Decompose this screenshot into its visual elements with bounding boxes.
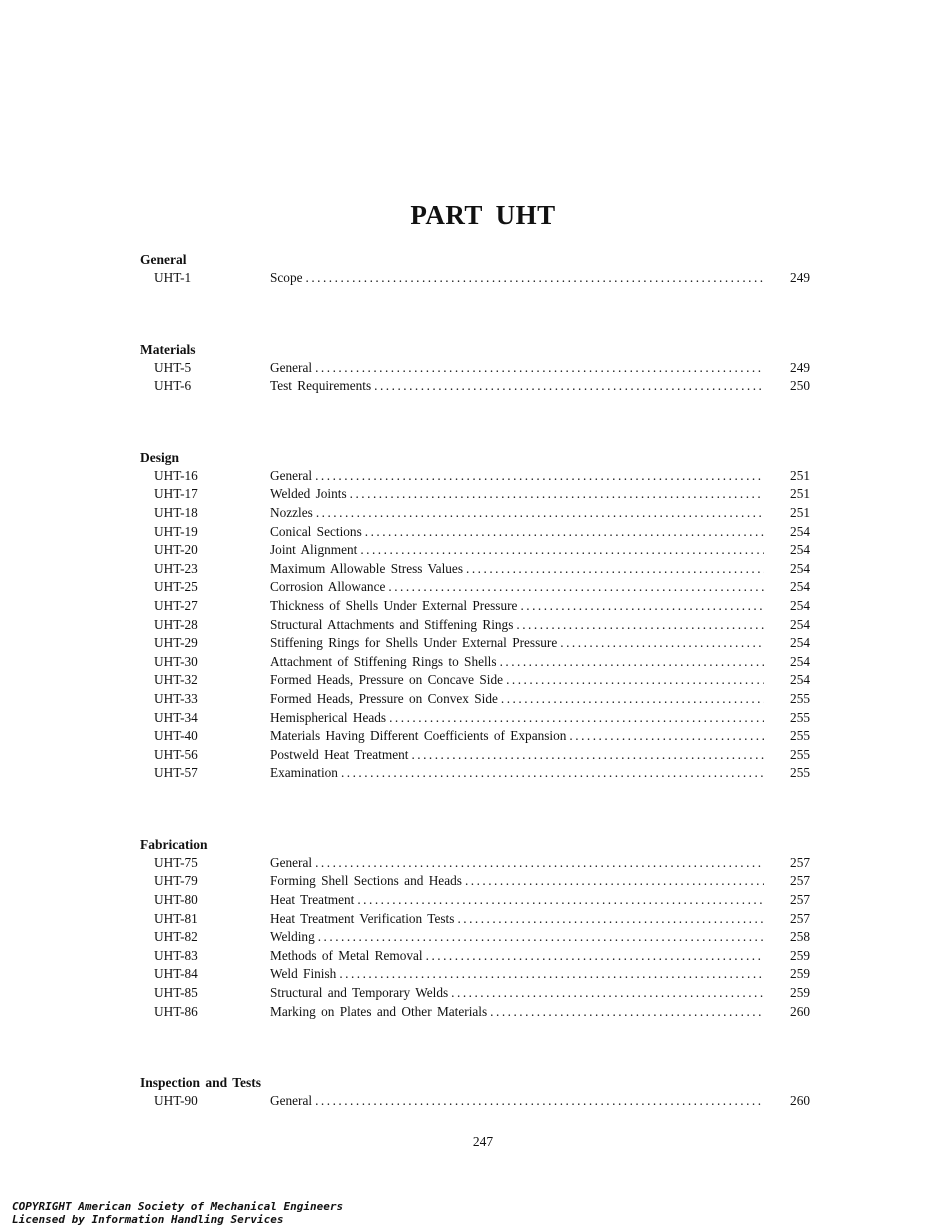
- section-heading: Design: [140, 449, 180, 465]
- entry-title: Structural and Temporary Welds: [270, 985, 449, 1001]
- license-line: Licensed by Information Handling Services: [12, 1213, 284, 1226]
- entry-title: Formed Heads, Pressure on Convex Side: [270, 690, 498, 706]
- dot-leader: [463, 560, 764, 579]
- entry-title: Weld Finish: [270, 966, 337, 982]
- dot-leader: [566, 727, 764, 746]
- dot-leader: [498, 690, 764, 709]
- entry-page: 254: [790, 653, 810, 669]
- entry-page: 254: [790, 635, 810, 651]
- toc-entry: [140, 523, 810, 542]
- entry-page: 250: [790, 378, 810, 394]
- paragraph-number: UHT-90: [154, 1093, 198, 1109]
- entry-page: 249: [790, 359, 810, 375]
- entry-title: General: [270, 359, 313, 375]
- dot-leader: [462, 872, 764, 891]
- toc-entry: [140, 578, 810, 597]
- paragraph-number: UHT-83: [154, 947, 198, 963]
- toc-section: [140, 835, 810, 1021]
- toc-section: [140, 250, 810, 288]
- entry-title: Welded Joints: [270, 486, 347, 502]
- paragraph-number: UHT-16: [154, 467, 198, 483]
- toc-entry: [140, 764, 810, 783]
- toc-entry: [140, 690, 810, 709]
- dot-leader: [336, 965, 764, 984]
- entry-page: 259: [790, 947, 810, 963]
- copyright-notice: [12, 1200, 343, 1226]
- entry-page: 251: [790, 504, 810, 520]
- toc-entry: [140, 891, 810, 910]
- dot-leader: [503, 671, 764, 690]
- entry-page: 254: [790, 597, 810, 613]
- entry-title: General: [270, 854, 313, 870]
- entry-page: 259: [790, 985, 810, 1001]
- dot-leader: [338, 764, 764, 783]
- section-heading: Inspection and Tests: [140, 1075, 262, 1091]
- entry-page: 255: [790, 709, 810, 725]
- entry-page: 260: [790, 1003, 810, 1019]
- entry-page: 251: [790, 467, 810, 483]
- paragraph-number: UHT-86: [154, 1003, 198, 1019]
- entry-title: Hemispherical Heads: [270, 709, 387, 725]
- paragraph-number: UHT-84: [154, 966, 198, 982]
- copyright-line: COPYRIGHT American Society of Mechanical Engineers: [12, 1200, 344, 1213]
- entry-page: 254: [790, 616, 810, 632]
- entry-page: 257: [790, 892, 810, 908]
- dot-leader: [385, 578, 764, 597]
- toc-entry: [140, 984, 810, 1003]
- entry-title: Stiffening Rings for Shells Under External Pressure: [270, 635, 558, 651]
- paragraph-number: UHT-17: [154, 486, 198, 502]
- entry-page: 254: [790, 523, 810, 539]
- paragraph-number: UHT-57: [154, 765, 198, 781]
- section-heading: Fabrication: [140, 836, 208, 852]
- paragraph-number: UHT-79: [154, 873, 198, 889]
- dot-leader: [354, 891, 764, 910]
- toc-entry: [140, 269, 810, 288]
- dot-leader: [315, 928, 764, 947]
- toc-entry: [140, 947, 810, 966]
- entry-title: Scope: [270, 270, 303, 285]
- entry-page: 257: [790, 873, 810, 889]
- page-number: 247: [472, 1134, 494, 1149]
- entry-page: 259: [790, 966, 810, 982]
- toc-entry: [140, 377, 810, 396]
- dot-leader: [312, 854, 764, 873]
- entry-page: 255: [790, 690, 810, 706]
- dot-leader: [557, 634, 764, 653]
- entry-title: Structural Attachments and Stiffening Rings: [270, 616, 514, 632]
- entry-title: Maximum Allowable Stress Values: [270, 560, 464, 576]
- toc-entry: [140, 359, 810, 378]
- paragraph-number: UHT-23: [154, 560, 198, 576]
- entry-page: 257: [790, 910, 810, 926]
- entry-page: 254: [790, 542, 810, 558]
- toc-entry: [140, 467, 810, 486]
- entry-page: 254: [790, 672, 810, 688]
- entry-page: 251: [790, 486, 810, 502]
- entry-page: 260: [790, 1093, 810, 1109]
- entry-page: 254: [790, 579, 810, 595]
- paragraph-number: UHT-40: [154, 728, 198, 744]
- paragraph-number: UHT-81: [154, 910, 198, 926]
- entry-title: Forming Shell Sections and Heads: [270, 873, 462, 889]
- dot-leader: [386, 709, 764, 728]
- dot-leader: [423, 947, 764, 966]
- entry-title: General: [270, 467, 313, 483]
- paragraph-number: UHT-29: [154, 635, 198, 651]
- paragraph-number: UHT-1: [154, 270, 192, 285]
- paragraph-number: UHT-19: [154, 523, 198, 539]
- entry-title: Marking on Plates and Other Materials: [270, 1003, 488, 1019]
- entry-title: Joint Alignment: [270, 542, 358, 558]
- dot-leader: [313, 504, 764, 523]
- page-title: PART UHT: [410, 200, 556, 230]
- toc-entry: [140, 560, 810, 579]
- entry-title: Welding: [270, 929, 315, 945]
- toc-entry: [140, 709, 810, 728]
- toc-entry: [140, 597, 810, 616]
- paragraph-number: UHT-30: [154, 653, 198, 669]
- paragraph-number: UHT-33: [154, 690, 198, 706]
- toc-entry: [140, 504, 810, 523]
- paragraph-number: UHT-80: [154, 892, 198, 908]
- paragraph-number: UHT-75: [154, 854, 198, 870]
- section-heading: General: [140, 252, 187, 267]
- toc-entry: [140, 1092, 810, 1111]
- section-heading: Materials: [140, 341, 196, 357]
- dot-leader: [371, 377, 764, 396]
- toc-entry: [140, 541, 810, 560]
- dot-leader: [303, 269, 765, 288]
- entry-title: Conical Sections: [270, 523, 362, 539]
- entry-page: 254: [790, 560, 810, 576]
- entry-title: Heat Treatment: [270, 892, 355, 908]
- dot-leader: [454, 910, 764, 929]
- paragraph-number: UHT-20: [154, 542, 198, 558]
- entry-title: General: [270, 1093, 313, 1109]
- paragraph-number: UHT-6: [154, 378, 192, 394]
- toc-entry: [140, 634, 810, 653]
- entry-page: 249: [790, 270, 810, 285]
- dot-leader: [357, 541, 764, 560]
- entry-page: 255: [790, 746, 810, 762]
- dot-leader: [497, 653, 764, 672]
- entry-title: Postweld Heat Treatment: [270, 746, 409, 762]
- dot-leader: [347, 485, 764, 504]
- toc-entry: [140, 746, 810, 765]
- dot-leader: [312, 359, 764, 378]
- toc-entry: [140, 854, 810, 873]
- paragraph-number: UHT-25: [154, 579, 198, 595]
- toc-entry: [140, 653, 810, 672]
- entry-title: Materials Having Different Coefficients of Expansion: [270, 728, 567, 744]
- entry-title: Corrosion Allowance: [270, 579, 386, 595]
- entry-title: Nozzles: [270, 504, 313, 520]
- table-of-contents: [140, 250, 810, 1163]
- entry-title: Methods of Metal Removal: [270, 947, 423, 963]
- toc-entry: [140, 727, 810, 746]
- dot-leader: [487, 1003, 764, 1022]
- paragraph-number: UHT-28: [154, 616, 198, 632]
- toc-entry: [140, 485, 810, 504]
- dot-leader: [513, 616, 764, 635]
- entry-title: Heat Treatment Verification Tests: [270, 910, 455, 926]
- toc-entry: [140, 910, 810, 929]
- dot-leader: [448, 984, 764, 1003]
- toc-section: [140, 448, 810, 783]
- paragraph-number: UHT-32: [154, 672, 198, 688]
- paragraph-number: UHT-85: [154, 985, 198, 1001]
- toc-section: [140, 1073, 810, 1111]
- paragraph-number: UHT-27: [154, 597, 198, 613]
- dot-leader: [312, 467, 764, 486]
- toc-entry: [140, 872, 810, 891]
- entry-title: Examination: [270, 765, 338, 781]
- toc-entry: [140, 616, 810, 635]
- entry-page: 257: [790, 854, 810, 870]
- entry-page: 255: [790, 765, 810, 781]
- dot-leader: [408, 746, 764, 765]
- paragraph-number: UHT-5: [154, 359, 192, 375]
- dot-leader: [312, 1092, 764, 1111]
- toc-entry: [140, 1003, 810, 1022]
- entry-title: Formed Heads, Pressure on Concave Side: [270, 672, 504, 688]
- toc-entry: [140, 671, 810, 690]
- entry-title: Test Requirements: [270, 378, 372, 394]
- toc-section: [140, 340, 810, 396]
- entry-page: 258: [790, 929, 810, 945]
- paragraph-number: UHT-56: [154, 746, 198, 762]
- paragraph-number: UHT-18: [154, 504, 198, 520]
- dot-leader: [517, 597, 764, 616]
- toc-entry: [140, 965, 810, 984]
- entry-page: 255: [790, 728, 810, 744]
- paragraph-number: UHT-82: [154, 929, 198, 945]
- entry-title: Attachment of Stiffening Rings to Shells: [270, 653, 497, 669]
- entry-title: Thickness of Shells Under External Pressure: [270, 597, 518, 613]
- toc-entry: [140, 928, 810, 947]
- dot-leader: [362, 523, 764, 542]
- paragraph-number: UHT-34: [154, 709, 198, 725]
